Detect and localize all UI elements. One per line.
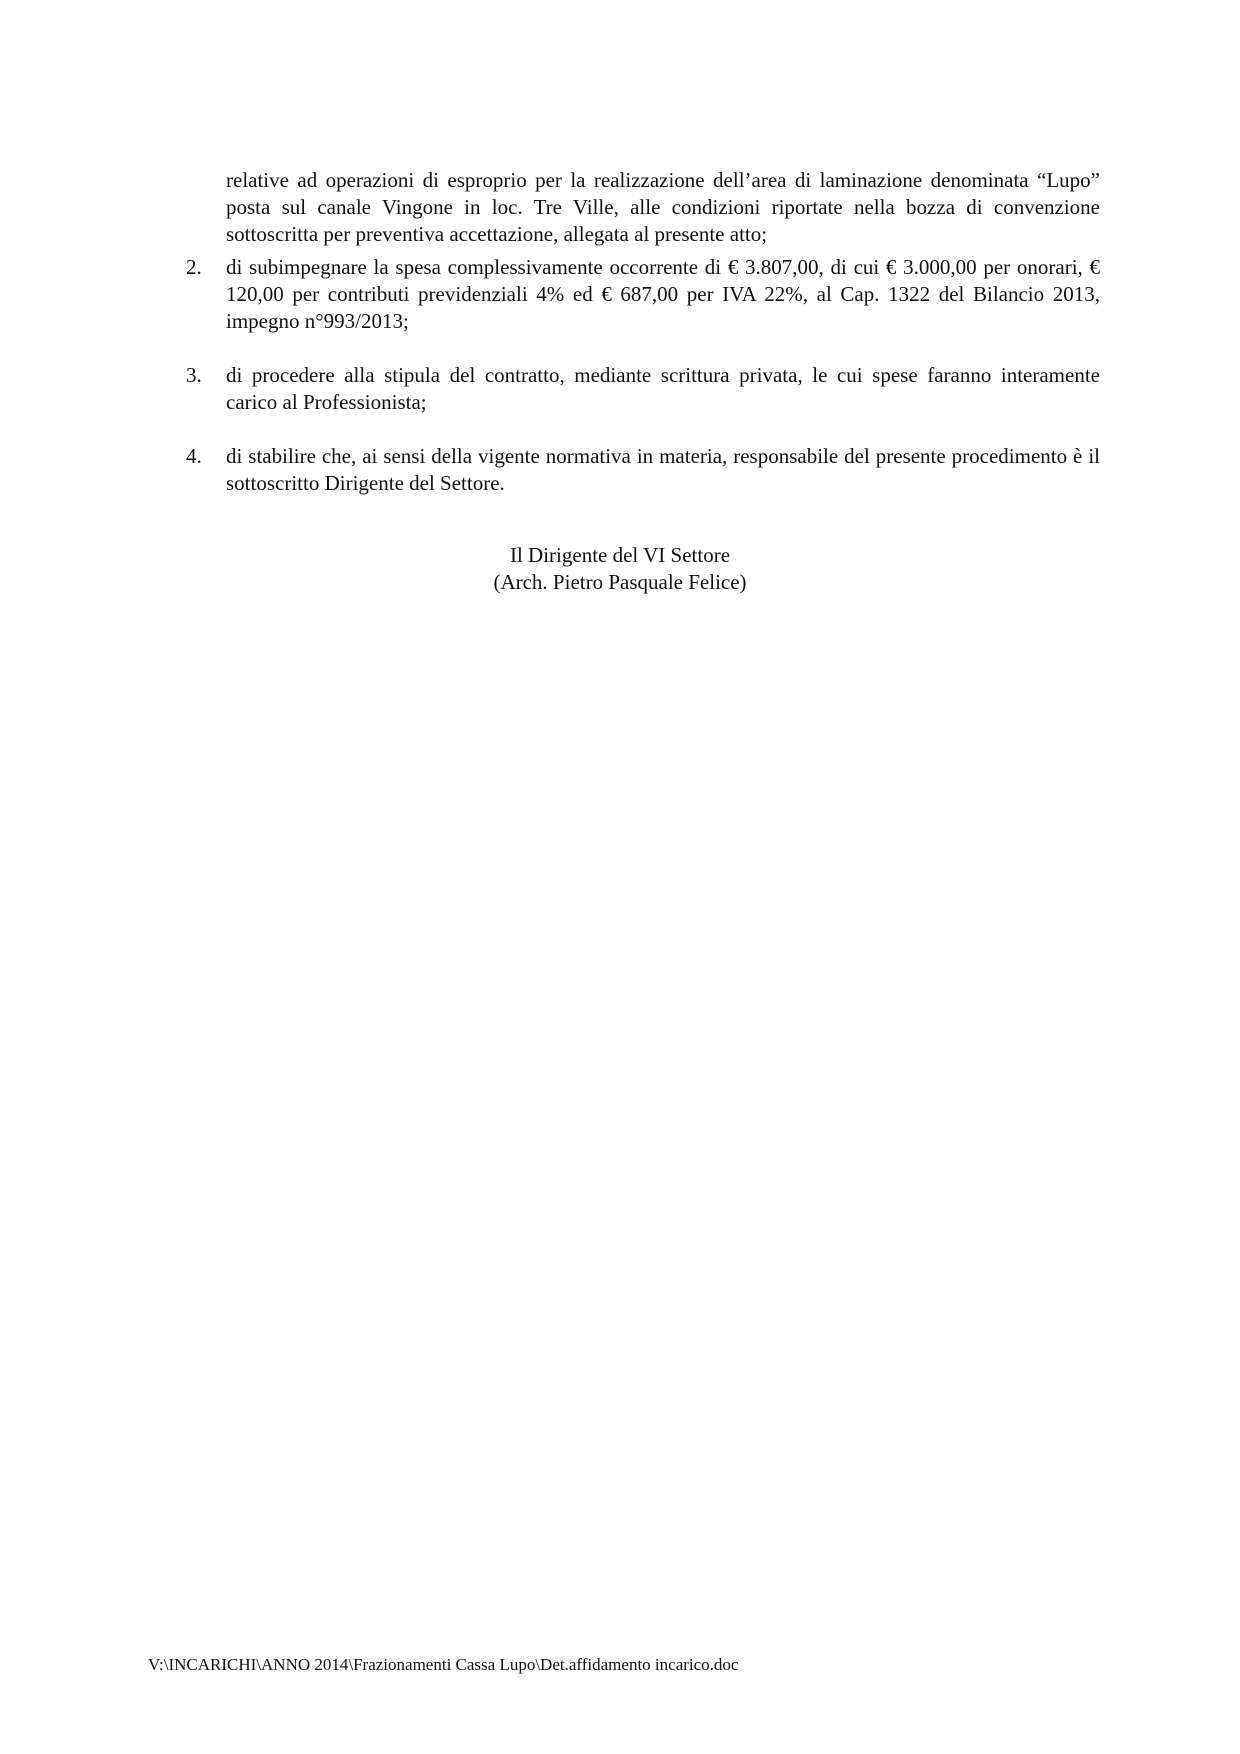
list-item-number: 2.: [186, 255, 202, 279]
list-item: [0, 254, 1240, 335]
signature-name: (Arch. Pietro Pasquale Felice): [493, 570, 747, 594]
continuation-paragraph: relative ad operazioni di esproprio per la realizzazione dell’area di laminazione denominata “Lupo” posta sul canale Vingone in loc. Tre Ville, alle condizioni riportate nella bozza di convenzione sottoscritta per preventiva accettazione, allegata al presente atto;: [226, 168, 1100, 246]
numbered-list: [0, 254, 1240, 524]
signature-role: Il Dirigente del VI Settore: [509, 543, 731, 567]
footer-file-path: V:\INCARICHI\ANNO 2014\Frazionamenti Cassa Lupo\Det.affidamento incarico.doc: [148, 1655, 739, 1674]
list-item: [0, 443, 1240, 497]
list-item-text: di subimpegnare la spesa complessivamente occorrente di € 3.807,00, di cui € 3.000,00 per onorari, € 120,00 per contributi previdenziali 4% ed € 687,00 per IVA 22%, al Cap. 1322 del Bilancio 2013, impegno n°993/2013;: [226, 255, 1100, 333]
list-item-text: di stabilire che, ai sensi della vigente normativa in materia, responsabile del presente procedimento è il sottoscritto Dirigente del Settore.: [226, 444, 1100, 495]
list-item-text: di procedere alla stipula del contratto, mediante scrittura privata, le cui spese faranno interamente carico al Professionista;: [226, 363, 1100, 414]
signature-block: [400, 542, 840, 596]
list-item-number: 3.: [186, 363, 202, 387]
list-item-number: 4.: [186, 444, 202, 468]
list-item: [0, 362, 1240, 416]
